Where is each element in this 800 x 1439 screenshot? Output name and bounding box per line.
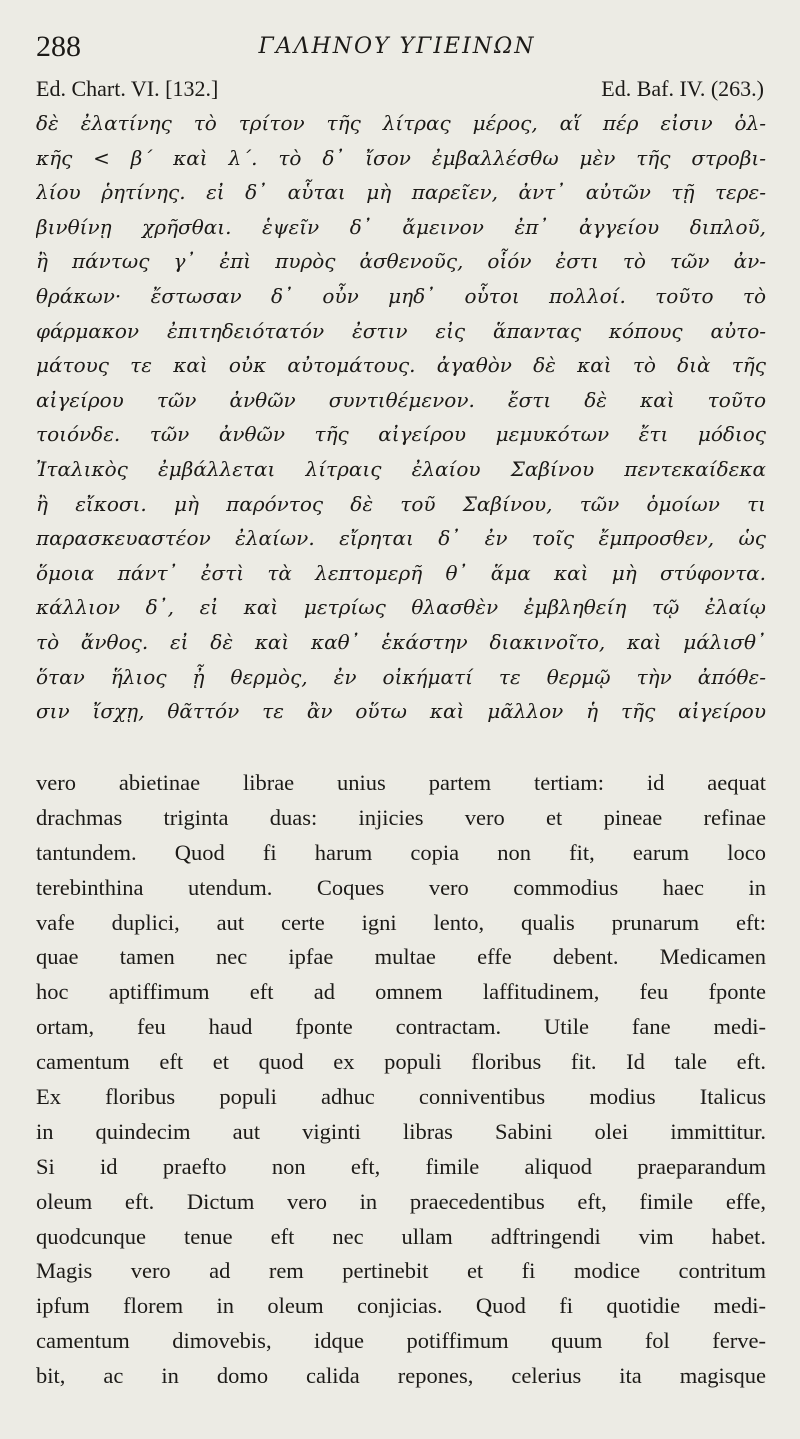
latin-line: bit, ac in domo calida repones, celerius ita magisque bbox=[36, 1363, 766, 1389]
greek-line: κάλλιον δ᾽, εἰ καὶ μετρίως θλασθὲν ἐμβληθείη τῷ ἐλαίῳ bbox=[36, 595, 766, 620]
greek-line: βινθίνῃ χρῆσθαι. ἑψεῖν δ᾽ ἄμεινον ἐπ᾽ ἀγγείου διπλοῦ, bbox=[36, 214, 766, 239]
latin-line: drachmas triginta duas: injicies vero et pineae refinae bbox=[36, 804, 766, 830]
latin-line: in quindecim aut viginti libras Sabini olei immittitur. bbox=[36, 1118, 766, 1144]
greek-text-block bbox=[36, 106, 766, 729]
greek-line: ὅταν ἥλιος ᾖ θερμὸς, ἐν οἰκήματί τε θερμῷ τὴν ἀπόθε- bbox=[36, 664, 766, 689]
latin-line: camentum dimovebis, idque potiffimum quum fol ferve- bbox=[36, 1328, 766, 1354]
edition-chartier: Ed. Chart. VI. [132.] bbox=[36, 76, 219, 101]
latin-line: hoc aptiffimum eft ad omnem laffitudinem, feu fponte bbox=[36, 979, 766, 1005]
running-title: ΓΑΛΗΝΟΥ ΥΓΙΕΙΝΩΝ bbox=[258, 34, 536, 59]
greek-line: ἢ πάντως γ᾽ ἐπὶ πυρὸς ἀσθενοῦς, οἷόν ἐστι τὸ τῶν ἀν- bbox=[36, 249, 766, 274]
latin-line: quodcunque tenue eft nec ullam adftringendi vim habet. bbox=[36, 1223, 766, 1249]
latin-line: Si id praefto non eft, fimile aliquod praeparandum bbox=[36, 1153, 766, 1179]
edition-line bbox=[36, 76, 764, 104]
greek-line: σιν ἴσχῃ, θᾶττόν τε ἂν οὕτω καὶ μᾶλλον ἡ τῆς αἰγείρου bbox=[36, 699, 766, 724]
page-number: 288 bbox=[36, 30, 81, 63]
greek-line: φάρμακον ἐπιτηδειότατόν ἐστιν εἰς ἅπαντας κόπους αὐτο- bbox=[36, 318, 766, 343]
greek-line: δὲ ἐλατίνης τὸ τρίτον τῆς λίτρας μέρος, αἵ πέρ εἰσιν ὁλ- bbox=[36, 111, 766, 135]
latin-text-block bbox=[36, 766, 766, 1394]
latin-line: vafe duplici, aut certe igni lento, qualis prunarum eft: bbox=[36, 909, 766, 935]
greek-line: κῆς < β΄ καὶ λ΄. τὸ δ᾽ ἴσον ἐμβαλλέσθω μὲν τῆς στροβι- bbox=[36, 145, 766, 170]
greek-line: παρασκευαστέον ἐλαίων. εἴρηται δ᾽ ἐν τοῖς ἔμπροσθεν, ὡς bbox=[36, 526, 766, 551]
greek-line: μάτους τε καὶ οὐκ αὐτομάτους. ἀγαθὸν δὲ καὶ τὸ διὰ τῆς bbox=[36, 353, 766, 378]
greek-line: Ἰταλικὸς ἐμβάλλεται λίτραις ἐλαίου Σαβίνου πεντεκαίδεκα bbox=[36, 456, 766, 481]
latin-line: quae tamen nec ipfae multae effe debent. Medicamen bbox=[36, 944, 766, 970]
greek-line: τοιόνδε. τῶν ἀνθῶν τῆς αἰγείρου μεμυκότων ἔτι μόδιος bbox=[36, 422, 766, 447]
greek-line: τὸ ἄνθος. εἰ δὲ καὶ καθ᾽ ἑκάστην διακινοῖτο, καὶ μάλισθ᾽ bbox=[36, 629, 766, 654]
edition-basel: Ed. Baf. IV. (263.) bbox=[601, 76, 764, 101]
latin-line: vero abietinae librae unius partem tertiam: id aequat bbox=[36, 770, 766, 795]
latin-line: terebinthina utendum. Coques vero commodius haec in bbox=[36, 874, 766, 900]
greek-line: ὅμοια πάντ᾽ ἐστὶ τὰ λεπτομερῆ θ᾽ ἅμα καὶ μὴ στύφοντα. bbox=[36, 560, 766, 585]
latin-line: Magis vero ad rem pertinebit et fi modice contritum bbox=[36, 1258, 766, 1284]
greek-line: ἢ εἴκοσι. μὴ παρόντος δὲ τοῦ Σαβίνου, τῶν ὁμοίων τι bbox=[36, 491, 766, 516]
latin-line: tantundem. Quod fi harum copia non fit, earum loco bbox=[36, 839, 766, 865]
latin-line: Ex floribus populi adhuc conniventibus modius Italicus bbox=[36, 1084, 766, 1110]
latin-line: ortam, feu haud fponte contractam. Utile fane medi- bbox=[36, 1014, 766, 1040]
running-head bbox=[30, 30, 764, 64]
greek-line: λίου ῥητίνης. εἰ δ᾽ αὗται μὴ παρεῖεν, ἀντ᾽ αὐτῶν τῇ τερε- bbox=[36, 180, 766, 205]
latin-line: camentum eft et quod ex populi floribus fit. Id tale eft. bbox=[36, 1049, 766, 1075]
greek-line: αἰγείρου τῶν ἀνθῶν συντιθέμενον. ἔστι δὲ καὶ τοῦτο bbox=[36, 387, 766, 412]
greek-line: θράκων· ἔστωσαν δ᾽ οὖν μηδ᾽ οὗτοι πολλοί. τοῦτο τὸ bbox=[36, 283, 766, 308]
latin-line: ipfum florem in oleum conjicias. Quod fi quotidie medi- bbox=[36, 1293, 766, 1319]
latin-line: oleum eft. Dictum vero in praecedentibus eft, fimile effe, bbox=[36, 1188, 766, 1214]
